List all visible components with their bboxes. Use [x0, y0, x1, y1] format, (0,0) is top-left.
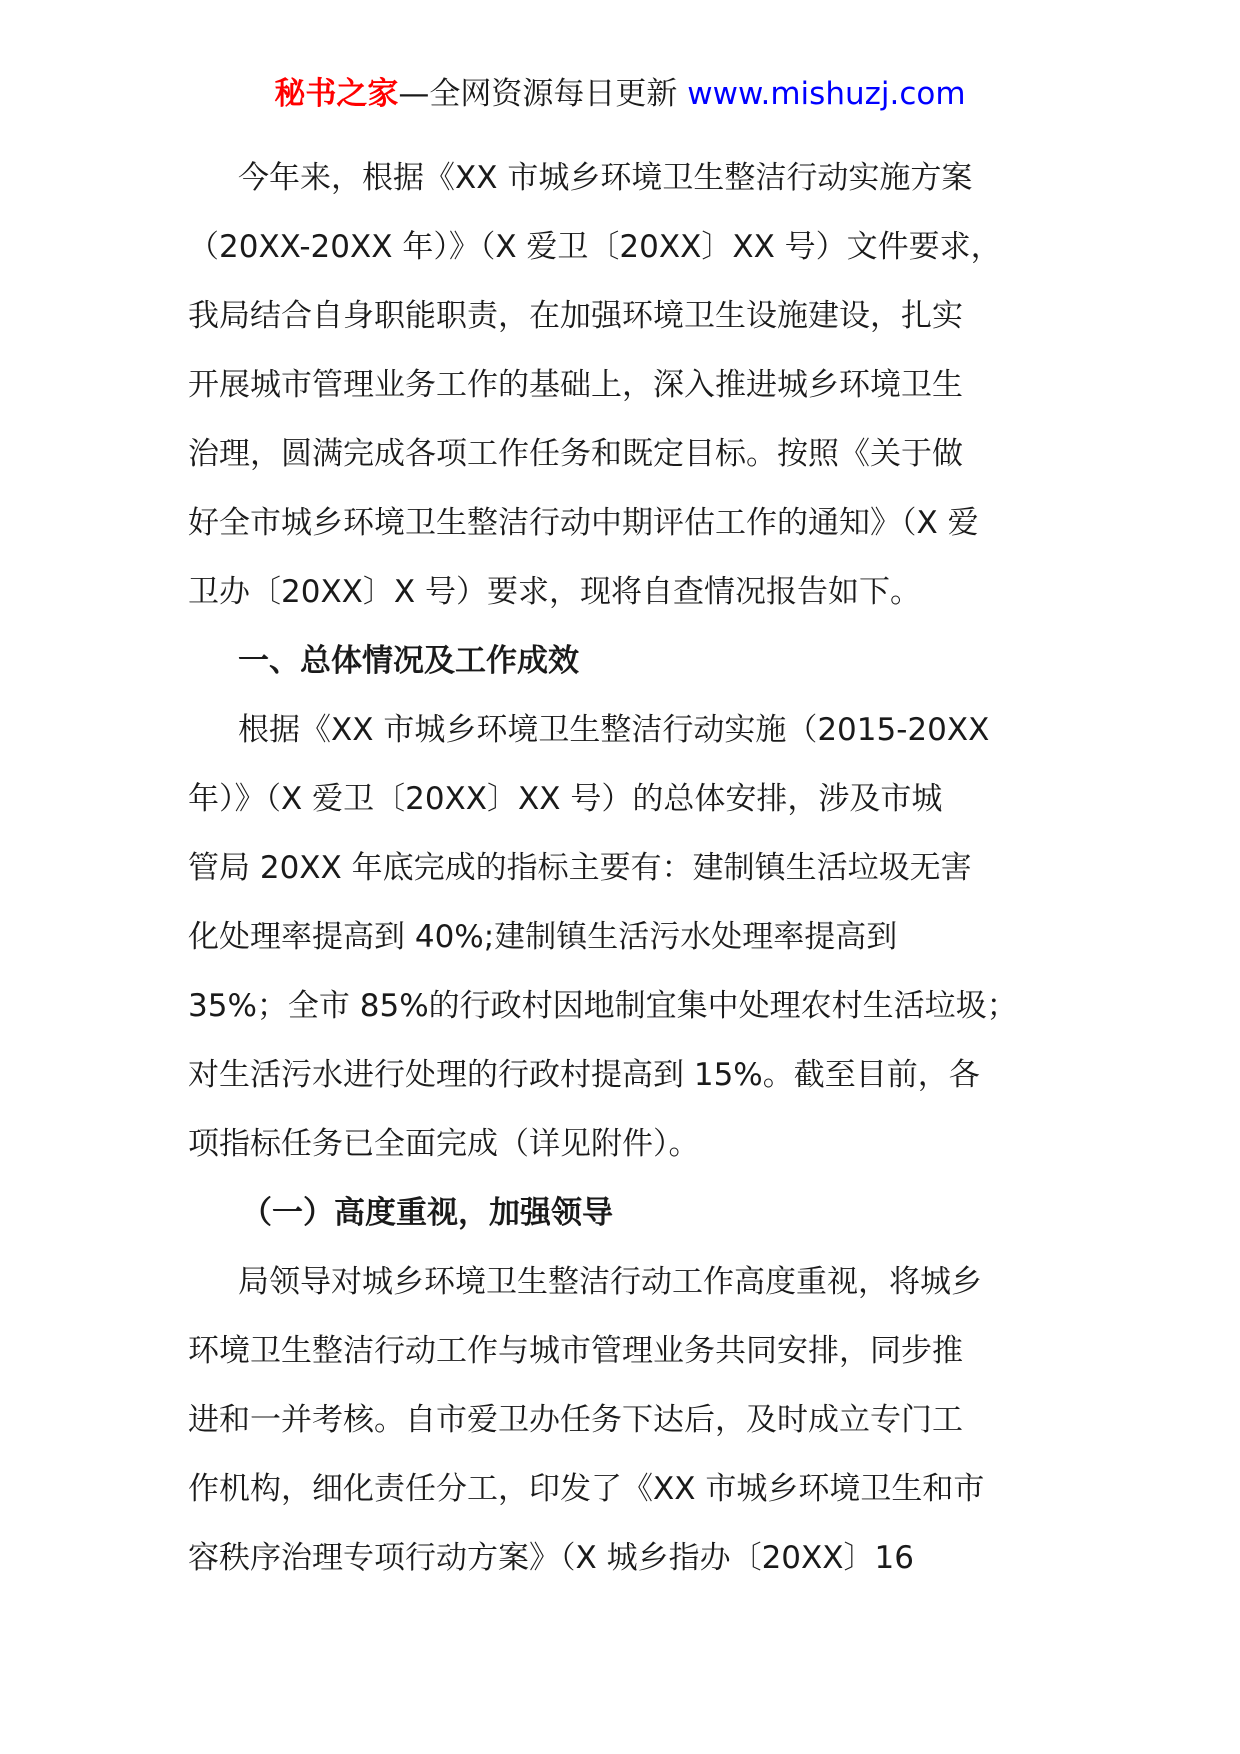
text-line: 卫办〔20XX〕X 号）要求，现将自查情况报告如下。 — [188, 574, 922, 610]
text-line: 作机构，细化责任分工，印发了《XX 市城乡环境卫生和市 — [188, 1471, 985, 1507]
text-line: 容秩序治理专项行动方案》（X 城乡指办〔20XX〕16 — [188, 1540, 914, 1576]
paragraph-intro — [188, 144, 1088, 627]
paragraph-overview — [188, 696, 1088, 1179]
text-line: 年）》（X 爱卫〔20XX〕XX 号）的总体安排，涉及市城 — [188, 781, 943, 817]
section-heading: 一、总体情况及工作成效 — [238, 643, 579, 679]
header-tagline: —全网资源每日更新 — [398, 76, 688, 112]
document-header — [0, 72, 1240, 116]
brand-name: 秘书之家 — [274, 76, 399, 112]
text-line: 环境卫生整洁行动工作与城市管理业务共同安排，同步推 — [188, 1333, 963, 1369]
text-line: 好全市城乡环境卫生整洁行动中期评估工作的通知》（X 爱 — [188, 505, 979, 541]
text-line: 35%；全市 85%的行政村因地制宜集中处理农村生活垃圾； — [188, 988, 1018, 1024]
text-line: 项指标任务已全面完成（详见附件）。 — [188, 1126, 700, 1162]
text-line: 今年来，根据《XX 市城乡环境卫生整洁行动实施方案 — [238, 160, 973, 196]
text-line: 开展城市管理业务工作的基础上，深入推进城乡环境卫生 — [188, 367, 963, 403]
subsection-heading: （一）高度重视，加强领导 — [241, 1195, 613, 1231]
text-line: 我局结合自身职能职责，在加强环境卫生设施建设，扎实 — [188, 298, 963, 334]
text-line: 根据《XX 市城乡环境卫生整洁行动实施（2015-20XX — [238, 712, 990, 748]
text-line: 对生活污水进行处理的行政村提高到 15%。截至目前，各 — [188, 1057, 980, 1093]
text-line: 管局 20XX 年底完成的指标主要有：建制镇生活垃圾无害 — [188, 850, 972, 886]
website-link[interactable]: www.mishuzj.com — [687, 76, 966, 112]
text-line: 进和一并考核。自市爱卫办任务下达后，及时成立专门工 — [188, 1402, 963, 1438]
text-line: 化处理率提高到 40%;建制镇生活污水处理率提高到 — [188, 919, 898, 955]
text-line: 治理，圆满完成各项工作任务和既定目标。按照《关于做 — [188, 436, 963, 472]
text-line: （20XX-20XX 年）》（X 爱卫〔20XX〕XX 号）文件要求， — [188, 229, 1002, 265]
document-body — [188, 144, 1088, 1593]
text-line: 局领导对城乡环境卫生整洁行动工作高度重视，将城乡 — [238, 1264, 982, 1300]
paragraph-leadership — [188, 1248, 1088, 1593]
